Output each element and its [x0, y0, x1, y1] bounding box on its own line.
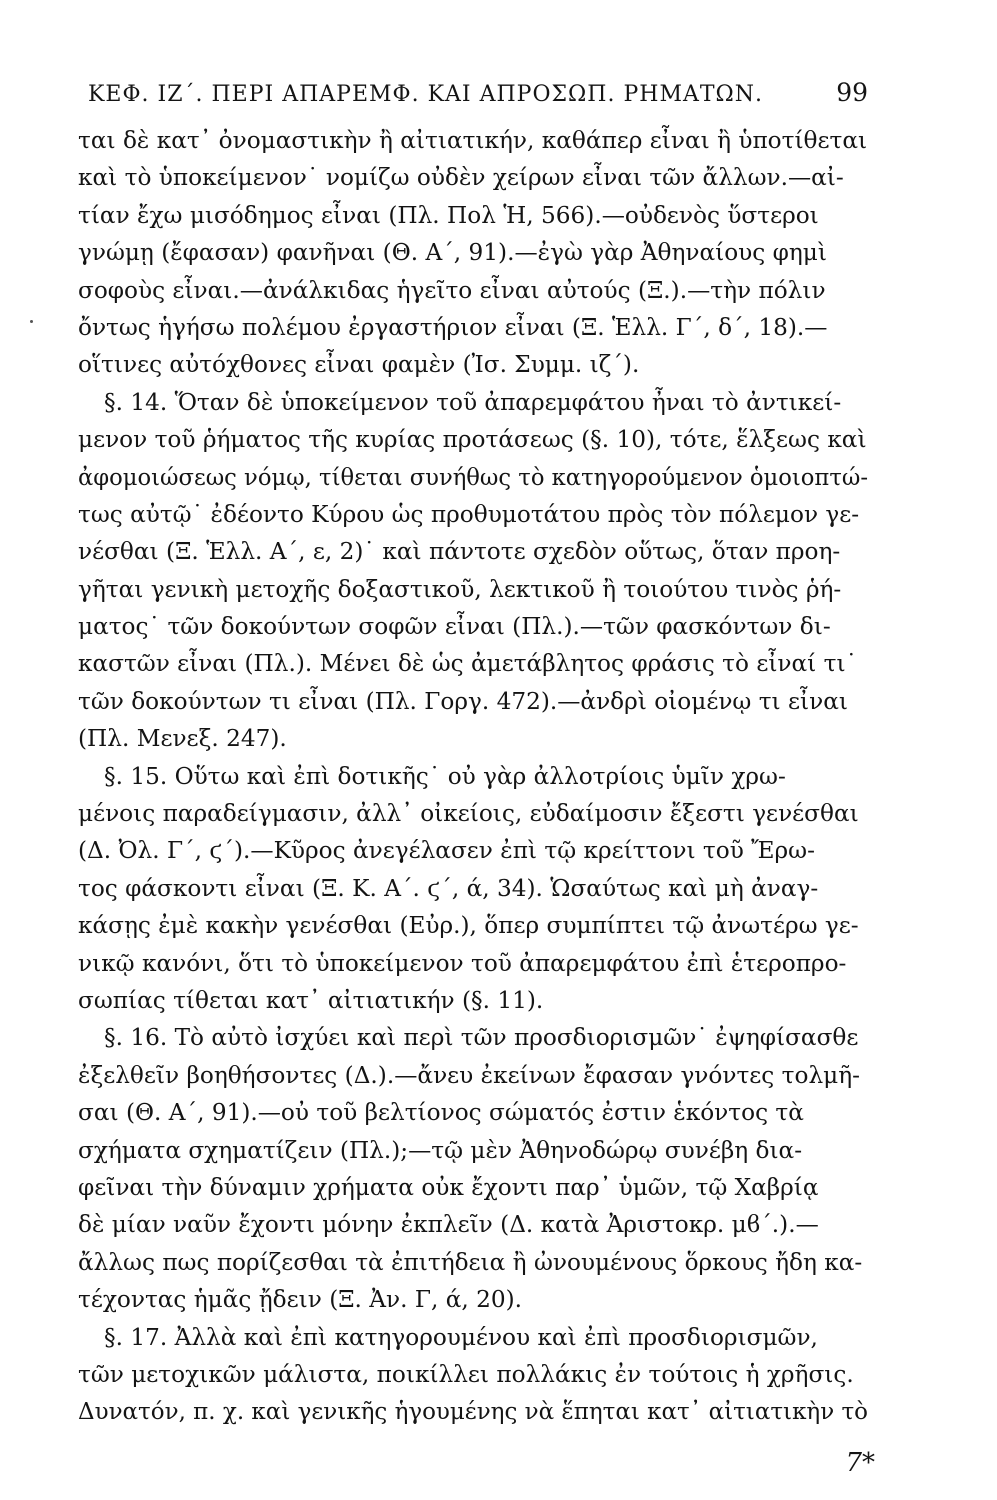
text-line: σαι (Θ. Α΄, 91).—οὐ τοῦ βελτίονος σώματός ἐστιν ἑκόντος τὰ: [78, 1099, 804, 1127]
page-number: 99: [836, 78, 868, 107]
text-line: ὄντως ἡγήσω πολέμου ἐργαστήριον εἶναι (Ξ. Ἑλλ. Γ΄, δ΄, 18).—: [78, 313, 828, 341]
page-body-text: [78, 122, 868, 1431]
chapter-title: ΚΕΦ. ΙΖ΄. ΠΕΡΙ ΑΠΑΡΕΜΦ. ΚΑΙ ΑΠΡΟΣΩΠ. ΡΗΜΑΤΩΝ.: [88, 82, 764, 107]
text-line: κάσῃς ἐμὲ κακὴν γενέσθαι (Εὐρ.), ὅπερ συμπίπτει τῷ ἀνωτέρω γε-: [78, 912, 859, 940]
text-line: τῶν μετοχικῶν μάλιστα, ποικίλλει πολλάκις ἐν τούτοις ἡ χρῆσις.: [78, 1360, 854, 1388]
paragraph-first-line: §. 14. Ὅταν δὲ ὑποκείμενον τοῦ ἀπαρεμφάτου ἦναι τὸ ἀντικεί-: [104, 388, 842, 416]
text-line: μενον τοῦ ῥήματος τῆς κυρίας προτάσεως (§. 10), τότε, ἕλξεως καὶ: [78, 426, 867, 454]
text-line: καὶ τὸ ὑποκείμενον˙ νομίζω οὐδὲν χείρων εἶναι τῶν ἄλλων.—αἰ-: [78, 164, 844, 192]
signature-mark: 7*: [845, 1448, 875, 1478]
text-line: καστῶν εἶναι (Πλ.). Μένει δὲ ὡς ἀμετάβλητος φράσις τὸ εἶναί τι˙: [78, 650, 858, 678]
text-line: ματος˙ τῶν δοκούντων σοφῶν εἶναι (Πλ.).—τῶν φασκόντων δι-: [78, 613, 831, 641]
text-line: σχήματα σχηματίζειν (Πλ.);—τῷ μὲν Ἀθηνοδώρῳ συνέβη δια-: [78, 1136, 803, 1164]
text-line: τος φάσκοντι εἶναι (Ξ. Κ. Α΄. ϛ΄, ά, 34). Ὡσαύτως καὶ μὴ ἀναγ-: [78, 874, 819, 902]
text-line: (Δ. Ὀλ. Γ΄, ϛ΄).—Κῦρος ἀνεγέλασεν ἐπὶ τῷ κρείττονι τοῦ Ἔρω-: [78, 837, 815, 865]
text-line: γῆται γενικὴ μετοχῆς δοξαστικοῦ, λεκτικοῦ ἢ τοιούτου τινὸς ῥή-: [78, 575, 842, 603]
text-line: ἐξελθεῖν βοηθήσοντες (Δ.).—ἄνευ ἐκείνων ἔφασαν γνόντες τολμῆ-: [78, 1061, 860, 1089]
text-line: τίαν ἔχω μισόδημος εἶναι (Πλ. Πολ Ἡ, 566).—οὐδενὸς ὕστεροι: [78, 201, 819, 229]
text-line: τως αὐτῷ˙ ἐδέοντο Κύρου ὡς προθυμοτάτου πρὸς τὸν πόλεμον γε-: [78, 500, 860, 528]
text-line: γνώμῃ (ἔφασαν) φανῆναι (Θ. Α΄, 91).—ἐγὼ γὰρ Ἀθηναίους φημὶ: [78, 239, 827, 267]
text-line: τέχοντας ἡμᾶς ᾔδειν (Ξ. Ἀν. Γ, ά, 20).: [78, 1286, 523, 1314]
paragraph-first-line: §. 17. Ἀλλὰ καὶ ἐπὶ κατηγορουμένου καὶ ἐπὶ προσδιορισμῶν,: [104, 1323, 818, 1351]
text-line: σοφοὺς εἶναι.—ἀνάλκιδας ἡγεῖτο εἶναι αὐτούς (Ξ.).—τὴν πόλιν: [78, 276, 826, 304]
margin-speck: [30, 320, 33, 323]
text-line: δὲ μίαν ναῦν ἔχοντι μόνην ἐκπλεῖν (Δ. κατὰ Ἀριστοκρ. μϐ΄.).—: [78, 1211, 819, 1239]
text-line: τῶν δοκούντων τι εἶναι (Πλ. Γοργ. 472).—ἀνδρὶ οἰομένῳ τι εἶναι: [78, 687, 848, 715]
text-line: οἵτινες αὐτόχθονες εἶναι φαμὲν (Ἰσ. Συμμ. ιζ΄).: [78, 351, 640, 379]
text-line: φεῖναι τὴν δύναμιν χρήματα οὐκ ἔχοντι παρ᾽ ὑμῶν, τῷ Χαβρίᾳ: [78, 1173, 819, 1201]
paragraph-first-line: §. 16. Τὸ αὐτὸ ἰσχύει καὶ περὶ τῶν προσδιορισμῶν˙ ἐψηφίσασθε: [104, 1024, 859, 1052]
text-line: ται δὲ κατ᾽ ὀνομαστικὴν ἢ αἰτιατικήν, καθάπερ εἶναι ἢ ὑποτίθεται: [78, 127, 868, 154]
text-line: ἄλλως πως πορίζεσθαι τὰ ἐπιτήδεια ἢ ὠνουμένους ὅρκους ἤδη κα-: [78, 1248, 863, 1276]
paragraph-first-line: §. 15. Οὕτω καὶ ἐπὶ δοτικῆς˙ οὐ γὰρ ἀλλοτρίοις ὑμῖν χρω-: [104, 762, 786, 790]
text-line: (Πλ. Μενεξ. 247).: [78, 725, 287, 753]
text-line: ἀφομοιώσεως νόμῳ, τίθεται συνήθως τὸ κατηγορούμενον ὁμοιοπτώ-: [78, 463, 868, 491]
text-line: μένοις παραδείγμασιν, ἀλλ᾽ οἰκείοις, εὐδαίμοσιν ἔξεστι γενέσθαι: [78, 800, 859, 828]
text-line: Δυνατόν, π. χ. καὶ γενικῆς ἡγουμένης νὰ ἕπηται κατ᾽ αἰτιατικὴν τὸ: [78, 1398, 868, 1426]
running-header: [88, 78, 868, 118]
text-line: νικῷ κανόνι, ὅτι τὸ ὑποκείμενον τοῦ ἀπαρεμφάτου ἐπὶ ἑτεροπρο-: [78, 949, 847, 977]
text-line: σωπίας τίθεται κατ᾽ αἰτιατικήν (§. 11).: [78, 986, 544, 1014]
text-line: νέσθαι (Ξ. Ἑλλ. Α΄, ε, 2)˙ καὶ πάντοτε σχεδὸν οὕτως, ὅταν προη-: [78, 538, 841, 566]
